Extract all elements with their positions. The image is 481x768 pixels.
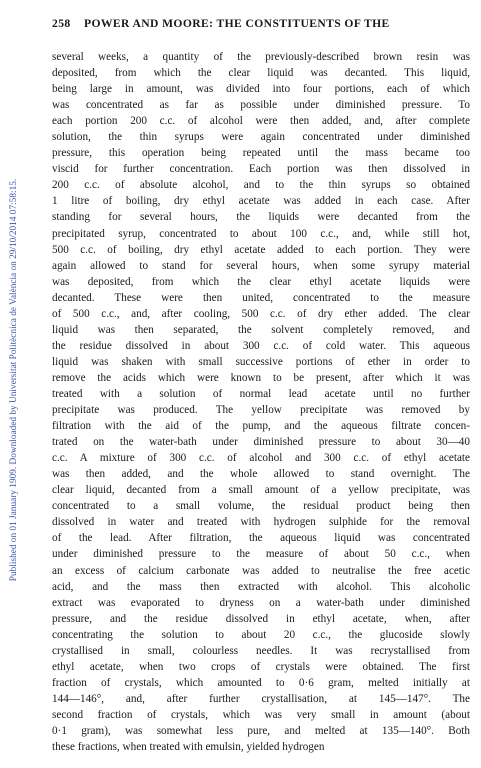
download-watermark-text: Published on 01 January 1909. Downloaded by Universitat Politècnica de València on 29/10/2014 07:58:15. [9,178,19,582]
download-watermark [8,30,20,730]
text-line: liquid was shaken with small successive portions of ether in order to [52,355,470,368]
page-header [52,17,467,30]
text-line: extract was evaporated to dryness on a water-bath under diminished [52,596,470,609]
text-line: acid, and the mass then extracted with alcohol. This alcoholic [52,580,470,593]
text-line: concentrating the solution to about 20 c.c., the glucoside slowly [52,628,470,641]
text-line: remove the acids which were known to be present, after which it was [52,371,470,384]
text-line: liquid was then separated, the solvent completely removed, and [52,323,470,336]
text-line: precipitated syrup, concentrated to about 100 c.c., and, while still hot, [52,227,470,240]
text-line: 144—146°, and, after further crystallisation, at 145—147°. The [52,692,470,705]
text-line: precipitate was produced. The yellow precipitate was removed by [52,404,470,417]
text-line: trated on the water-bath under diminished pressure to about 30—40 [52,436,470,449]
text-line: concentrated to a small volume, the residual product being then [52,500,470,513]
text-line: fraction of crystals, which amounted to 0·6 gram, melted initially at [52,676,470,689]
text-line: second fraction of crystals, which was very small in amount (about [52,708,470,721]
text-line: of 500 c.c., and, after cooling, 500 c.c. of dry ether added. The clear [52,307,470,320]
text-line: was then added, and the whole allowed to stand overnight. The [52,468,470,481]
text-line: was concentrated as far as possible under diminished pressure. To [52,99,470,112]
text-line: 500 c.c. of boiling, dry ethyl acetate added to each portion. They were [52,243,470,256]
page-number: 258 [52,17,71,30]
text-line: being large in amount, was divided into four portions, each of which [52,83,470,96]
text-line: 0·1 gram), was somewhat less pure, and melted at 135—140°. Both [52,724,470,737]
text-line: was deposited, from which the clear ethyl acetate liquids were [52,275,470,288]
text-line: crystallised in small, colourless needles. It was recrystallised from [52,644,470,657]
text-line: filtration with the aid of the pump, and the aqueous filtrate concen- [52,420,470,433]
text-line: several weeks, a quantity of the previously-described brown resin was [52,51,470,63]
text-line: the residue dissolved in about 300 c.c. of cold water. This aqueous [52,339,470,352]
text-line: treated with a solution of normal lead acetate until no further [52,387,470,400]
text-line: of the lead. After filtration, the aqueous liquid was concentrated [52,532,470,545]
body-text [52,49,470,755]
running-head: POWER AND MOORE: THE CONSTITUENTS OF THE [84,17,390,30]
text-line: 200 c.c. of absolute alcohol, and to the thin syrups so obtained [52,179,470,192]
text-line: under diminished pressure to the measure of about 50 c.c., when [52,548,470,561]
text-line: an excess of calcium carbonate was added to neutralise the free acetic [52,564,470,577]
text-line: deposited, from which the clear liquid was decanted. This liquid, [52,67,470,80]
text-line: standing for several hours, the liquids were decanted from the [52,211,470,224]
text-line: viscid for further concentration. Each portion was then dissolved in [52,163,470,176]
text-line: again allowed to stand for several hours, when some syrupy material [52,259,470,272]
text-line: each portion 200 c.c. of alcohol were then added, and, after complete [52,115,470,128]
text-line: these fractions, when treated with emulsin, yielded hydrogen [52,741,325,754]
text-line: pressure, and the residue dissolved in ethyl acetate, when, after [52,612,470,625]
text-line: pressure, this operation being repeated until the mass became too [52,147,470,160]
text-line: clear liquid, decanted from a small amount of a yellow precipitate, was [52,484,470,497]
text-line: 1 litre of boiling, dry ethyl acetate was added in each case. After [52,195,470,208]
text-line: decanted. These were then united, concentrated to the measure [52,291,470,304]
text-line: solution, the thin syrups were again concentrated under diminished [52,131,470,144]
text-line: dissolved in water and treated with hydrogen sulphide for the removal [52,516,470,529]
text-line: ethyl acetate, when two crops of crystals were obtained. The first [52,660,470,673]
text-line: c.c. A mixture of 300 c.c. of alcohol and 300 c.c. of ethyl acetate [52,452,470,465]
